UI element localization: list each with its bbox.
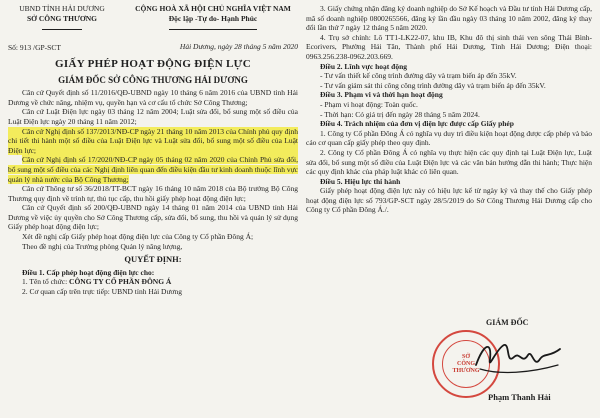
basis-para-8: Theo đề nghị của Trưởng phòng Quản lý năng lượng,	[22, 241, 183, 251]
article1-heading: Điều 1. Cấp phép hoạt động điện lực cho:	[22, 267, 155, 277]
issue-date: Hải Dương, ngày 28 tháng 5 năm 2020	[179, 42, 298, 52]
article2-line2: - Tư vấn giám sát thi công công trình đường dây và trạm biến áp đến 35kV.	[320, 80, 546, 90]
article3-line2: - Thời hạn: Có giá trị đến ngày 28 tháng 5 năm 2024.	[320, 109, 480, 119]
agency-underline	[42, 29, 82, 30]
handwritten-signature	[470, 335, 566, 383]
article3-line1: - Phạm vi hoạt động: Toàn quốc.	[320, 99, 418, 109]
basis-para-6: Căn cứ Quyết định số 200/QĐ-UBND ngày 14 tháng 01 năm 2014 của UBND tỉnh Hải Dương về việc ủy quyền cho Sở Công Thương cấp, sửa đổi, bổ sung, thu hồi và quản lý sử dụng Giấy phép hoạt động điện lực;	[8, 203, 298, 232]
basis-para-1: Căn cứ Quyết định số 11/2016/QĐ-UBND ngày 10 tháng 6 năm 2016 của UBND tỉnh Hải Dương về chức năng, nhiệm vụ, quyền hạn và cơ cấu tổ chức Sở Công Thương;	[8, 88, 298, 107]
item1-label: 1. Tên tổ chức:	[22, 277, 68, 287]
agency-line2: SỞ CÔNG THƯƠNG	[26, 13, 97, 23]
basis-para-4-text: Căn cứ Nghị định số 17/2020/NĐ-CP ngày 05 tháng 02 năm 2020 của Chính Phủ sửa đổi, bổ sung một số điều của các Nghị định liên quan đến điều kiện đầu tư kinh doanh thuộc lĩnh vực quản lý nhà nước của Bộ Công Thương;	[8, 155, 298, 184]
left-column	[8, 4, 298, 297]
signer-name: Phạm Thanh Hải	[488, 392, 551, 402]
decision-heading: QUYẾT ĐỊNH:	[124, 254, 182, 265]
motto-underline	[169, 29, 257, 30]
nation-line1: CỘNG HOÀ XÃ HỘI CHỦ NGHĨA VIỆT NAM	[135, 4, 291, 13]
stamp-line1: SỞ	[461, 353, 470, 360]
basis-para-7: Xét đề nghị cấp Giấy phép hoạt động điện lực của Công ty Cổ phần Đông Á;	[22, 232, 254, 242]
company-name: CÔNG TY CỔ PHẦN ĐÔNG Á	[69, 277, 172, 287]
headquarters-para: 4. Trụ sở chính: Lô TT1-LK22-07, khu IB, Khu đô thị sinh thái ven sông Thái Bình-Ecorivers, Phường Hải Tân, Thành phố Hải Dương, Tỉnh Hải Dương; Điện thoại: 0963.256.238-0962.203.669.	[306, 32, 592, 61]
article2-heading: Điều 2. Lĩnh vực hoạt động	[320, 61, 408, 71]
basis-para-5: Căn cứ Thông tư số 36/2018/TT-BCT ngày 16 tháng 10 năm 2018 của Bộ trưởng Bộ Công Thương quy định về trình tự, thủ tục cấp, thu hồi giấy phép hoạt động điện lực;	[8, 184, 298, 203]
issuing-agency	[8, 4, 116, 52]
article4-para1: 1. Công ty Cổ phần Đông Á có nghĩa vụ duy trì điều kiện hoạt động được cấp phép và báo cáo cơ quan cấp giấy phép theo quy định.	[306, 128, 592, 148]
article1-item1	[8, 277, 298, 287]
document-subtitle: GIÁM ĐỐC SỞ CÔNG THƯƠNG HẢI DƯƠNG	[58, 74, 248, 85]
right-column	[306, 4, 592, 215]
article1-item2: 2. Cơ quan cấp trên trực tiếp: UBND tỉnh Hải Dương	[22, 287, 182, 297]
article5-heading: Điều 5. Hiệu lực thi hành	[320, 176, 401, 186]
basis-para-2: Căn cứ Luật Điện lực ngày 03 tháng 12 năm 2004; Luật sửa đổi, bổ sung một số điều của Luật Điện lực ngày 20 tháng 11 năm 2012;	[8, 107, 298, 126]
basis-para-4	[8, 155, 298, 184]
agency-line1: UBND TỈNH HẢI DƯƠNG	[19, 4, 105, 13]
registration-para: 3. Giấy chứng nhận đăng ký doanh nghiệp do Sở Kế hoạch và Đầu tư tỉnh Hải Dương cấp, mã số doanh nghiệp 0800265566, đăng ký lần đầu ngày 03 tháng 10 năm 2002, đăng ký thay đổi lần thứ 7 ngày 12 tháng 5 năm 2020.	[306, 4, 592, 33]
document-number: Số: 913 /GP-SCT	[8, 42, 61, 52]
nation-line2: Độc lập -Tự do- Hạnh Phúc	[168, 13, 258, 23]
document-title: GIẤY PHÉP HOẠT ĐỘNG ĐIỆN LỰC	[55, 57, 251, 70]
article4-heading: Điều 4. Trách nhiệm của đơn vị điện lực được cấp Giấy phép	[320, 119, 514, 129]
director-title: GIÁM ĐỐC	[486, 318, 529, 327]
article2-line1: - Tư vấn thiết kế công trình đường dây và trạm biến áp đến 35kV.	[320, 71, 517, 81]
stamp-line2: CÔNG THƯƠNG	[452, 360, 480, 374]
basis-para-3: Căn cứ Nghị định số 137/2013/NĐ-CP ngày 21 tháng 10 năm 2013 của Chính phủ quy định chi tiết thi hành một số điều của Luật Điện lực và Luật sửa đổi, bổ sung một số điều của Luật Điện lực;	[8, 126, 298, 155]
article3-heading: Điều 3. Phạm vi và thời hạn hoạt động	[320, 90, 443, 100]
article5-para: Giấy phép hoạt động điện lực này có hiệu lực kể từ ngày ký và thay thế cho Giấy phép hoạt động điện lực số 793/GP-SCT ngày 28/5/2019 do Sở Công Thương Hải Dương cấp cho Công ty Cổ phần Đông Á./.	[306, 186, 592, 215]
article4-para2: 2. Công ty Cổ phần Đông Á có nghĩa vụ thực hiện các quy định tại Luật Điện lực, Luật sửa đổi, bổ sung một số điều của Luật Điện lực và các văn bản hướng dẫn thi hành; Thực hiện các quy định khác của pháp luật khác có liên quan.	[306, 147, 592, 177]
